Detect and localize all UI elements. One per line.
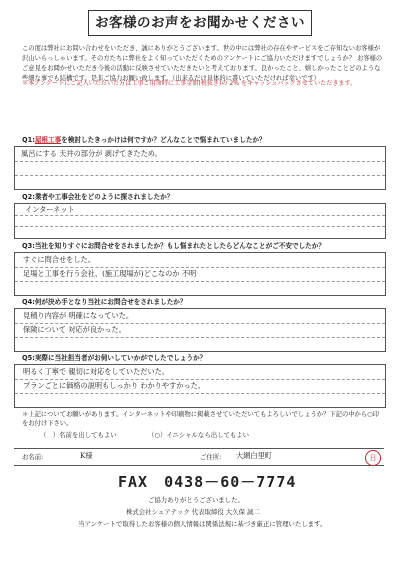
q5-answer-1: 明るく丁寧で 親切に対応をしていただいた。 — [23, 367, 170, 376]
name-value[interactable]: K様 — [80, 451, 93, 460]
q4-answer-1: 見積り内容が 明確になっていた。 — [23, 311, 134, 320]
answer-box-1[interactable] — [14, 146, 386, 190]
question-3 — [22, 242, 325, 251]
question-1 — [22, 136, 266, 145]
option-name-ok[interactable]: （ ）名前を出してもよい — [40, 431, 117, 439]
option-initial-ok[interactable]: （○）イニシャルなら出してもよい — [148, 431, 250, 439]
name-address-row — [14, 448, 384, 466]
q1-text: を検討したきっかけは何ですか？どんなことで悩まれていましたか？ — [61, 136, 266, 144]
cashback-notice: ＊本アンケートにご記入いただいた方は工事ご用命時に工事金額(税抜き)の 2% をキャッシュバックさせていただきます。 — [22, 80, 357, 87]
q1-answer-1: 風呂にする 天井の部分が 剥げてきたため。 — [21, 149, 162, 158]
intro-text: この度は弊社にお問い合わせをいただき、誠にありがとうございます。世の中には弊社の存在やサービスをご存知ないお客様が沢山いらっしゃいます。その方たちに弊社をよく知っていただくためのアンケートにご協力いただけますでしょうか？ お客様のご意見をお聞かせいただき今後の活動に反映させていただきたいと考えております。良かったこと、嬉しかったことどのような些細な事でも結構です。是非ご協力お願い致します。（出来るだけ具体的に書いていただければ幸いです） — [22, 45, 383, 82]
thanks-text: ご協力ありがとうございました。 — [148, 496, 244, 504]
q1-num: Q1: — [22, 136, 35, 144]
answer-box-4[interactable] — [14, 308, 386, 352]
q3-answer-2: 足場と工事を行う会社、(施工現場が)どこなのか 不明 — [23, 269, 197, 278]
q2-num: Q2: — [22, 193, 35, 201]
seal-stamp: 日 — [365, 450, 381, 466]
q4-num: Q4: — [22, 298, 35, 306]
answer-box-5[interactable] — [14, 364, 386, 408]
answer-box-3[interactable] — [14, 252, 386, 296]
address-label: ご住所: — [200, 453, 222, 461]
q4-answer-2: 保険について 対応が良かった。 — [23, 325, 126, 334]
q2-text: 業者や工事会社をどのように探されましたか？ — [34, 193, 174, 201]
q3-answer-1: すぐに問合せをした。 — [23, 255, 95, 264]
question-4 — [22, 298, 187, 307]
page-title: お客様のお声をお聞かせください — [88, 10, 312, 36]
q3-text: 当社を知りすぐにお問合せをされましたか？もし悩まれたとしたらどんなことがご不安でしたか？ — [34, 242, 325, 250]
q5-num: Q5: — [22, 354, 35, 362]
company-name: 株式会社シェアテック 代表取締役 大久保 誠二 — [126, 508, 260, 516]
fax-number: FAX 0438－60－7774 — [118, 473, 297, 491]
question-2 — [22, 193, 173, 202]
q1-highlight: 屋根工事 — [34, 136, 62, 144]
name-label: お名前: — [22, 453, 44, 461]
q5-text: 実際に当社担当者がお伺いしていかがでしたでしょうか？ — [34, 354, 207, 362]
consent-question: ＊上記についてお願いがあります。インターネットや印刷物に掲載させていただいてもよろしいでしょうか？下記の中から○印をお付け下さい。 — [22, 411, 379, 427]
q5-answer-2: プランごとに価格の説明もしっかり わかりやすかった。 — [23, 381, 205, 390]
q4-text: 何が決め手となり当社にお問合せをされましたか？ — [34, 298, 187, 306]
question-5 — [22, 354, 206, 363]
address-value[interactable]: 大網白里町 — [236, 451, 272, 460]
answer-box-2[interactable] — [14, 203, 386, 239]
privacy-note: 当アンケートで取得したお客様の個人情報は関係法規に基づき厳正に管理いたします。 — [78, 520, 327, 528]
q3-num: Q3: — [22, 242, 35, 250]
q2-answer-1: インターネット — [25, 205, 75, 214]
